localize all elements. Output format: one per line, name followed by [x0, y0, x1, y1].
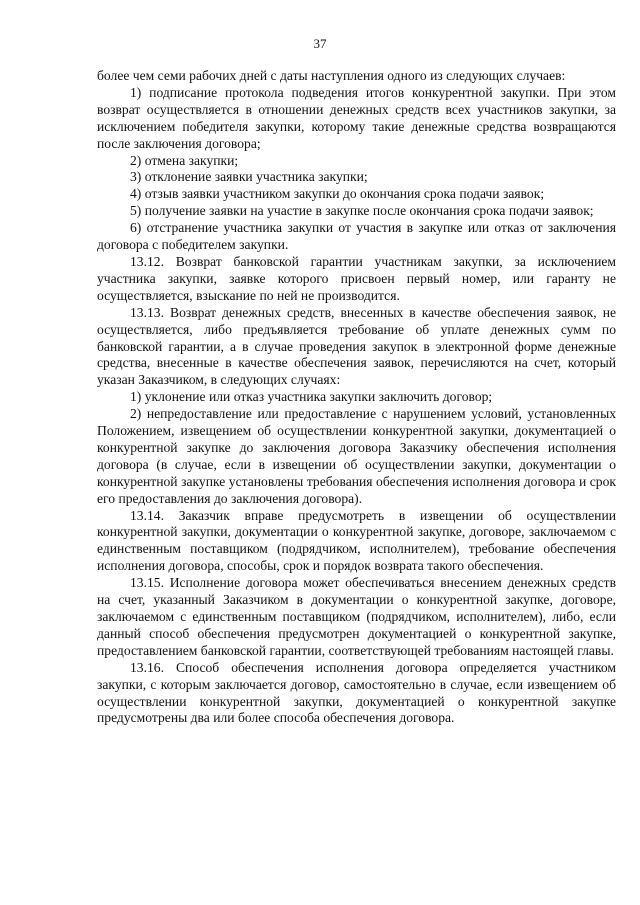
- document-body: [97, 68, 616, 727]
- list-item-5: 5) получение заявки на участие в закупке после окончания срока подачи заявок;: [130, 203, 594, 219]
- paragraph-continuation: более чем семи рабочих дней с даты наступления одного из следующих случаев:: [97, 68, 566, 83]
- clause-13-13-item-2: 2) непредоставление или предоставление с нарушением условий, установленных Положением, извещением об осуществлении конкурентной закупки, документацией о конкурентной закупке до заключения договора Заказчику обеспечения исполнения договора (в случае, если в извещении об осуществлении закупки, документации о конкурентной закупке установлены требования обеспечения исполнения договора и срок его предоставления до заключения договора).: [97, 406, 616, 506]
- clause-13-15: 13.15. Исполнение договора может обеспечиваться внесением денежных средств на счет, указанный Заказчиком в документации о конкурентной закупке, договоре, заключаемом с единственным поставщиком (подрядчиком, исполнителем), либо, если данный способ обеспечения предусмотрен документацией о конкурентной закупке, предоставлением банковской гарантии, соответствующей требованиям настоящей главы.: [97, 575, 616, 658]
- list-item-2: 2) отмена закупки;: [130, 152, 239, 168]
- clause-13-13: 13.13. Возврат денежных средств, внесенных в качестве обеспечения заявок, не осуществляется, либо предъявляется требование об уплате денежных сумм по банковской гарантии, а в случае проведения закупок в электронной форме денежные средства, внесенные в качестве обеспечения заявок, перечисляются на счет, который указан Заказчиком, в следующих случаях:: [97, 304, 616, 388]
- clause-13-13-item-1: 1) уклонение или отказ участника закупки заключить договор;: [130, 389, 493, 405]
- list-item-1: 1) подписание протокола подведения итогов конкурентной закупки. При этом возврат осуществляется в отношении денежных средств всех участников закупки, за исключением победителя закупки, которому такие денежные средства возвращаются после заключения договора;: [97, 84, 616, 151]
- page-number: 37: [313, 36, 327, 51]
- list-item-6: 6) отстранение участника закупки от участия в закупке или отказ от заключения договора с победителем закупки.: [97, 220, 616, 253]
- list-item-3: 3) отклонение заявки участника закупки;: [130, 169, 368, 185]
- clause-13-12: 13.12. Возврат банковской гарантии участникам закупки, за исключением участника закупки, заявке которого присвоен первый номер, или гаранту не осуществляется, взыскание по ней не производится.: [97, 253, 616, 303]
- clause-13-16: 13.16. Способ обеспечения исполнения договора определяется участником закупки, с которым заключается договор, самостоятельно в случае, если извещением об осуществлении конкурентной закупки, документацией о конкурентной закупке предусмотрены два или более способа обеспечения договора.: [97, 659, 616, 726]
- clause-13-14: 13.14. Заказчик вправе предусмотреть в извещении об осуществлении конкурентной закупки, документации о конкурентной закупке, договоре, заключаемом с единственным поставщиком (подрядчиком, исполнителем), требование обеспечения исполнения договора, способы, срок и порядок возврата такого обеспечения.: [97, 507, 616, 574]
- list-item-4: 4) отзыв заявки участником закупки до окончания срока подачи заявок;: [130, 186, 545, 202]
